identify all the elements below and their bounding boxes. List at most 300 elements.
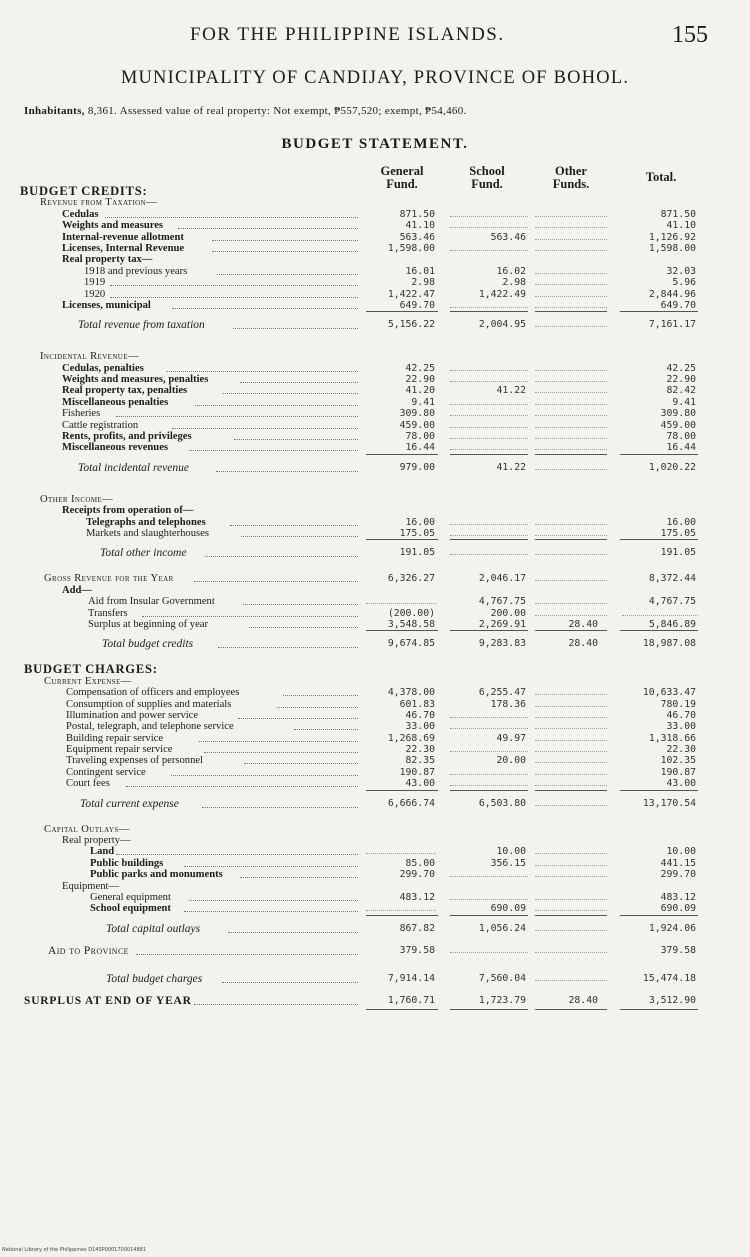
rule-line [450, 311, 528, 312]
amount-cell: 46.70 [666, 709, 696, 721]
dot-leader [194, 1004, 358, 1005]
empty-cell-leader [535, 404, 607, 405]
empty-cell-leader [450, 751, 528, 752]
dot-leader [202, 807, 358, 808]
row-label: Total budget credits [102, 638, 194, 651]
budget-row [0, 993, 750, 1009]
amount-cell: 42.25 [666, 362, 696, 374]
row-label: Licenses, Internal Revenue [62, 242, 185, 254]
amount-cell: 41.10 [405, 220, 435, 232]
amount-cell: 1,723.79 [478, 994, 526, 1006]
column-header-line: Funds. [552, 177, 590, 191]
budget-row [0, 277, 750, 288]
rule-line [450, 915, 528, 916]
empty-cell-leader [535, 740, 607, 741]
row-label: Real property— [62, 835, 131, 847]
amount-cell: 82.35 [405, 755, 435, 767]
amount-cell: 1,268.69 [387, 732, 435, 744]
row-label: Consumption of supplies and materials [66, 698, 232, 710]
amount-cell: 10.00 [666, 846, 696, 858]
municipality-title: MUNICIPALITY OF CANDIJAY, PROVINCE OF BOHOL. [120, 68, 630, 88]
dot-leader [184, 866, 358, 867]
row-label: Weights and measures, penalties [62, 374, 209, 386]
dot-leader [195, 405, 358, 406]
row-label: Gross Revenue for the Year [44, 573, 174, 585]
dot-leader [243, 604, 358, 605]
dot-leader [205, 556, 358, 557]
rule-line [366, 311, 438, 312]
amount-cell: 33.00 [405, 721, 435, 733]
dot-leader [172, 308, 358, 309]
budget-row [0, 197, 750, 208]
amount-cell: 78.00 [666, 431, 696, 443]
row-label: Total revenue from taxation [78, 319, 205, 332]
budget-row [0, 209, 750, 220]
dot-leader [244, 763, 358, 764]
amount-cell: 1,598.00 [387, 242, 435, 254]
rule-line [366, 790, 438, 791]
empty-cell-leader [535, 694, 607, 695]
row-label: Court fees [66, 778, 110, 790]
amount-cell: 2,844.96 [648, 288, 696, 300]
row-label: Fisheries [62, 408, 101, 420]
empty-cell-leader [450, 524, 528, 525]
amount-cell: 9,674.85 [387, 638, 435, 650]
dot-leader [178, 228, 358, 229]
budget-row [0, 971, 750, 987]
budget-row [0, 858, 750, 869]
amount-cell: 42.25 [405, 362, 435, 374]
amount-cell: 22.30 [405, 744, 435, 756]
empty-cell-leader [450, 899, 528, 900]
dot-leader [241, 536, 358, 537]
row-label: Public parks and monuments [90, 869, 223, 881]
column-header-line: General [380, 164, 424, 178]
row-label: Surplus at beginning of year [88, 618, 209, 630]
amount-cell: 9.41 [411, 396, 435, 408]
dot-leader [126, 786, 358, 787]
rule-line [450, 630, 528, 631]
dot-leader [249, 627, 358, 628]
budget-table [0, 186, 750, 1015]
empty-cell-leader [450, 554, 528, 555]
dot-leader [142, 616, 358, 617]
row-label: Markets and slaughterhouses [86, 527, 209, 539]
amount-cell: 3,512.90 [648, 994, 696, 1006]
row-label: General equipment [90, 891, 171, 903]
budget-row [0, 545, 750, 561]
empty-cell-leader [535, 706, 607, 707]
amount-cell: 191.05 [660, 547, 696, 559]
budget-row [0, 528, 750, 539]
column-header-total [616, 171, 706, 184]
empty-cell-leader [535, 774, 607, 775]
dot-leader [199, 741, 358, 742]
row-label: Weights and measures [62, 220, 164, 232]
rule-line [620, 539, 698, 540]
amount-cell: 7,560.04 [478, 972, 526, 984]
budget-row [0, 699, 750, 710]
amount-cell: 10,633.47 [642, 687, 696, 699]
empty-cell-leader [450, 370, 528, 371]
row-label: Contingent service [66, 766, 146, 778]
budget-row [0, 664, 750, 675]
dot-leader [105, 217, 358, 218]
rule-line [535, 311, 607, 312]
rule-line [450, 1009, 528, 1010]
amount-cell: 102.35 [660, 755, 696, 767]
amount-cell: 1,020.22 [648, 461, 696, 473]
empty-cell-leader [535, 427, 607, 428]
amount-cell: 1,924.06 [648, 922, 696, 934]
budget-statement-title: BUDGET STATEMENT. [281, 136, 469, 152]
empty-cell-leader [450, 717, 528, 718]
amount-cell: 1,598.00 [648, 242, 696, 254]
budget-row [0, 687, 750, 698]
budget-row [0, 796, 750, 812]
amount-cell: 85.00 [405, 857, 435, 869]
inhabitants-label: Inhabitants, [24, 105, 85, 117]
dot-leader [218, 647, 358, 648]
amount-cell: 309.80 [399, 408, 435, 420]
row-label: Licenses, municipal [62, 299, 151, 311]
budget-row [0, 881, 750, 892]
page-number: 155 [672, 22, 708, 48]
amount-cell: 13,170.54 [642, 797, 696, 809]
dot-leader [189, 900, 358, 901]
empty-cell-leader [450, 952, 528, 953]
amount-cell: 2,004.95 [478, 319, 526, 331]
amount-cell: 18,987.08 [642, 638, 696, 650]
empty-cell-leader [535, 876, 607, 877]
budget-row [0, 835, 750, 846]
rule-line [450, 539, 528, 540]
amount-cell: 6,666.74 [387, 797, 435, 809]
dot-leader [216, 471, 358, 472]
budget-row [0, 517, 750, 528]
budget-row [0, 232, 750, 243]
rule-line [450, 454, 528, 455]
row-label: Postal, telegraph, and telephone service [66, 721, 234, 733]
rule-line [620, 1009, 698, 1010]
amount-cell: 43.00 [666, 778, 696, 790]
empty-cell-leader [535, 239, 607, 240]
budget-row [0, 755, 750, 766]
budget-row [0, 266, 750, 277]
dot-leader [238, 718, 358, 719]
budget-row [0, 254, 750, 265]
amount-cell: 22.90 [666, 374, 696, 386]
empty-cell-leader [535, 307, 607, 308]
budget-row [0, 744, 750, 755]
amount-cell: 175.05 [660, 527, 696, 539]
empty-cell-leader [535, 449, 607, 450]
row-label: Revenue from Taxation— [40, 197, 157, 209]
budget-row [0, 289, 750, 300]
amount-cell: 9,283.83 [478, 638, 526, 650]
row-label: Total capital outlays [106, 922, 201, 935]
empty-cell-leader [450, 449, 528, 450]
rule-line [535, 1009, 607, 1010]
rule-line [535, 790, 607, 791]
dot-leader [212, 251, 358, 252]
amount-cell: 16.44 [405, 442, 435, 454]
budget-row [0, 363, 750, 374]
amount-cell: 200.00 [490, 607, 526, 619]
amount-cell: (200.00) [387, 607, 435, 619]
budget-row [0, 374, 750, 385]
amount-cell: 28.40 [568, 638, 598, 650]
dot-leader [171, 775, 358, 776]
dot-leader [230, 525, 358, 526]
empty-cell-leader [535, 728, 607, 729]
rule-line [620, 454, 698, 455]
row-label: Total budget charges [106, 972, 203, 985]
row-label: Building repair service [66, 732, 164, 744]
empty-cell-leader [535, 785, 607, 786]
column-header-line: Total. [645, 170, 677, 184]
empty-cell-leader [450, 535, 528, 536]
row-label: Incidental Revenue— [40, 351, 139, 363]
amount-cell: 190.87 [399, 766, 435, 778]
empty-cell-leader [366, 853, 436, 854]
rule-line [620, 790, 698, 791]
amount-cell: 2.98 [502, 277, 526, 289]
running-head: FOR THE PHILIPPINE ISLANDS. [190, 24, 505, 45]
amount-cell: 649.70 [660, 299, 696, 311]
empty-cell-leader [535, 273, 607, 274]
rule-line [620, 915, 698, 916]
amount-cell: 2,046.17 [478, 573, 526, 585]
budget-row [0, 903, 750, 914]
empty-cell-leader [535, 469, 607, 470]
column-header-line: Fund. [471, 177, 503, 191]
budget-row [0, 408, 750, 419]
empty-cell-leader [450, 307, 528, 308]
empty-cell-leader [535, 415, 607, 416]
rule-line [620, 630, 698, 631]
row-label: BUDGET CREDITS: [20, 184, 148, 198]
empty-cell-leader [450, 774, 528, 775]
budget-row [0, 608, 750, 619]
amount-cell: 78.00 [405, 431, 435, 443]
column-header-line: Fund. [386, 177, 418, 191]
row-label: Land [90, 846, 115, 858]
budget-row [0, 846, 750, 857]
empty-cell-leader [535, 952, 607, 953]
row-label: Add— [62, 584, 93, 596]
empty-cell-leader [535, 910, 607, 911]
amount-cell: 563.46 [399, 231, 435, 243]
row-label: School equipment [90, 903, 171, 915]
amount-cell: 28.40 [568, 994, 598, 1006]
spacer [0, 333, 750, 351]
budget-row [0, 442, 750, 453]
empty-cell-leader [450, 438, 528, 439]
assessed-value-text: Assessed value of real property: Not exempt, ₱557,520; exempt, ₱54,460. [119, 105, 467, 117]
column-header-line: School [469, 164, 505, 178]
budget-row [0, 397, 750, 408]
amount-cell: 22.90 [405, 374, 435, 386]
amount-cell: 28.40 [568, 618, 598, 630]
row-label: SURPLUS AT END OF YEAR [24, 994, 192, 1007]
dot-leader [223, 393, 358, 394]
amount-cell: 1,056.24 [478, 922, 526, 934]
budget-row [0, 676, 750, 687]
amount-cell: 41.22 [496, 461, 526, 473]
budget-row [0, 573, 750, 584]
budget-row [0, 869, 750, 880]
budget-row [0, 585, 750, 596]
row-label: Current Expense— [44, 675, 132, 687]
empty-cell-leader [535, 250, 607, 251]
budget-row [0, 824, 750, 835]
rule-line [366, 630, 438, 631]
amount-cell: 871.50 [399, 208, 435, 220]
budget-row [0, 300, 750, 311]
empty-cell-leader [535, 580, 607, 581]
row-label: Aid from Insular Government [88, 596, 215, 608]
empty-cell-leader [450, 785, 528, 786]
amount-cell: 690.09 [490, 903, 526, 915]
budget-row [0, 636, 750, 652]
amount-cell: 22.30 [666, 744, 696, 756]
dot-leader [283, 695, 358, 696]
amount-cell: 5,156.22 [387, 319, 435, 331]
amount-cell: 1,760.71 [387, 994, 435, 1006]
inhabitants-value: 8,361. [87, 105, 118, 117]
budget-row [0, 431, 750, 442]
rule-line [535, 630, 607, 631]
amount-cell: 41.10 [666, 220, 696, 232]
budget-row [0, 494, 750, 505]
rule-line [366, 454, 438, 455]
row-label: Aid to Province [48, 944, 129, 957]
empty-cell-leader [450, 227, 528, 228]
amount-cell: 16.00 [666, 516, 696, 528]
amount-cell: 6,503.80 [478, 797, 526, 809]
empty-cell-leader [535, 899, 607, 900]
amount-cell: 2,269.91 [478, 618, 526, 630]
empty-cell-leader [535, 717, 607, 718]
empty-cell-leader [535, 751, 607, 752]
budget-row [0, 778, 750, 789]
dot-leader [277, 707, 358, 708]
empty-cell-leader [535, 853, 607, 854]
row-label: Real property tax— [62, 254, 153, 266]
empty-cell-leader [450, 250, 528, 251]
amount-cell: 6,255.47 [478, 687, 526, 699]
amount-cell: 441.15 [660, 857, 696, 869]
column-header-line: Other [555, 164, 587, 178]
empty-cell-leader [535, 930, 607, 931]
amount-cell: 191.05 [399, 547, 435, 559]
row-label: Total current expense [80, 797, 179, 810]
amount-cell: 299.70 [399, 869, 435, 881]
rule-line [535, 454, 607, 455]
empty-cell-leader [535, 603, 607, 604]
budget-row [0, 505, 750, 516]
empty-cell-leader [535, 980, 607, 981]
rule-line [366, 915, 438, 916]
empty-cell-leader [450, 415, 528, 416]
amount-cell: 46.70 [405, 709, 435, 721]
amount-cell: 20.00 [496, 755, 526, 767]
dot-leader [212, 240, 358, 241]
inhabitants-line [24, 105, 724, 117]
dot-leader [222, 982, 358, 983]
amount-cell: 563.46 [490, 231, 526, 243]
empty-cell-leader [535, 615, 607, 616]
amount-cell: 309.80 [660, 408, 696, 420]
row-label: Illumination and power service [66, 709, 199, 721]
dot-leader [228, 932, 358, 933]
amount-cell: 49.97 [496, 732, 526, 744]
amount-cell: 16.01 [405, 265, 435, 277]
amount-cell: 4,767.75 [648, 596, 696, 608]
row-label: Rents, profits, and privileges [62, 431, 192, 443]
row-label: Miscellaneous penalties [62, 396, 169, 408]
row-label: Miscellaneous revenues [62, 442, 169, 454]
amount-cell: 1,422.49 [478, 288, 526, 300]
amount-cell: 459.00 [399, 419, 435, 431]
budget-row [0, 596, 750, 607]
budget-row [0, 385, 750, 396]
dot-leader [172, 428, 358, 429]
budget-row [0, 943, 750, 959]
budget-row [0, 721, 750, 732]
amount-cell: 41.22 [496, 385, 526, 397]
row-label: Public buildings [90, 857, 164, 869]
row-label: Capital Outlays— [44, 823, 130, 835]
row-label: Transfers [88, 607, 128, 619]
amount-cell: 379.58 [660, 944, 696, 956]
dot-leader [240, 382, 358, 383]
dot-leader [110, 297, 358, 298]
empty-cell-leader [535, 227, 607, 228]
amount-cell: 6,326.27 [387, 573, 435, 585]
spacer [0, 476, 750, 494]
empty-cell-leader [622, 615, 698, 616]
row-label: Equipment repair service [66, 744, 173, 756]
empty-cell-leader [366, 910, 436, 911]
spacer [0, 959, 750, 971]
rule-line [366, 1009, 438, 1010]
amount-cell: 82.42 [666, 385, 696, 397]
budget-row [0, 243, 750, 254]
empty-cell-leader [535, 392, 607, 393]
amount-cell: 780.19 [660, 698, 696, 710]
budget-row [0, 317, 750, 333]
dot-leader [204, 752, 358, 753]
budget-row [0, 892, 750, 903]
row-label: Cedulas, penalties [62, 362, 144, 374]
budget-row [0, 619, 750, 630]
dot-leader [110, 285, 358, 286]
rule-line [620, 311, 698, 312]
row-label: Telegraphs and telephones [86, 516, 206, 528]
row-label: Equipment— [62, 880, 120, 892]
budget-row [0, 220, 750, 231]
empty-cell-leader [535, 296, 607, 297]
amount-cell: 10.00 [496, 846, 526, 858]
empty-cell-leader [450, 728, 528, 729]
budget-row [0, 921, 750, 937]
amount-cell: 5,846.89 [648, 618, 696, 630]
empty-cell-leader [535, 524, 607, 525]
empty-cell-leader [366, 603, 436, 604]
amount-cell: 979.00 [399, 461, 435, 473]
